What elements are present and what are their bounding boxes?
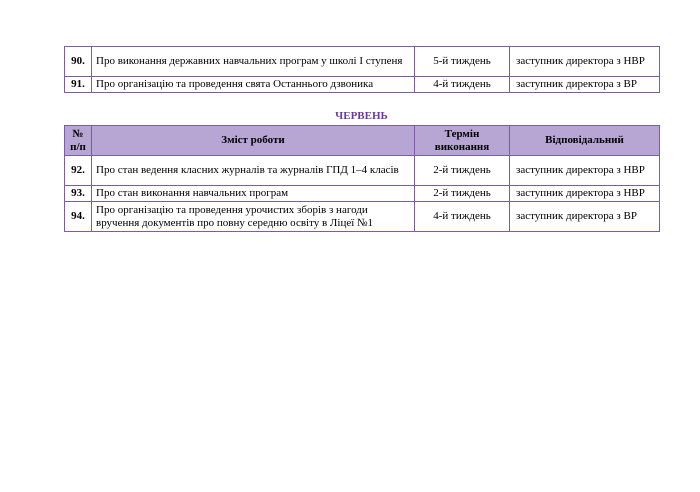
- row-term: 2-й тиждень: [415, 186, 510, 202]
- row-number: 90.: [65, 47, 92, 77]
- row-responsible: заступник директора з НВР: [510, 156, 660, 186]
- section-title-june: ЧЕРВЕНЬ: [335, 110, 388, 122]
- header-num: № п/п: [65, 126, 92, 156]
- table-row: [65, 77, 660, 93]
- row-number: 93.: [65, 186, 92, 202]
- header-content: Зміст роботи: [92, 126, 415, 156]
- header-responsible: Відповідальний: [510, 126, 660, 156]
- header-term: Термін виконання: [415, 126, 510, 156]
- row-number: 94.: [65, 202, 92, 232]
- row-responsible: заступник директора з НВР: [510, 186, 660, 202]
- row-term: 2-й тиждень: [415, 156, 510, 186]
- row-term: 4-й тиждень: [415, 77, 510, 93]
- row-content: Про стан ведення класних журналів та журналів ГПД 1–4 класів: [92, 156, 415, 186]
- table-header-row: [65, 126, 660, 156]
- row-content: Про стан виконання навчальних програм: [92, 186, 415, 202]
- row-term: 4-й тиждень: [415, 202, 510, 232]
- row-number: 92.: [65, 156, 92, 186]
- row-number: 91.: [65, 77, 92, 93]
- table-row: [65, 202, 660, 232]
- june-table: [64, 125, 660, 232]
- row-responsible: заступник директора з ВР: [510, 202, 660, 232]
- row-term: 5-й тиждень: [415, 47, 510, 77]
- row-content: Про організацію та проведення свята Останнього дзвоника: [92, 77, 415, 93]
- table-row: [65, 186, 660, 202]
- continuation-table: [64, 46, 660, 93]
- row-responsible: заступник директора з НВР: [510, 47, 660, 77]
- row-responsible: заступник директора з ВР: [510, 77, 660, 93]
- row-content: Про виконання державних навчальних програм у школі І ступеня: [92, 47, 415, 77]
- row-content: Про організацію та проведення урочистих зборів з нагоди вручення документів про повну середню освіту в Ліцеї №1: [92, 202, 415, 232]
- table-row: [65, 156, 660, 186]
- table-row: [65, 47, 660, 77]
